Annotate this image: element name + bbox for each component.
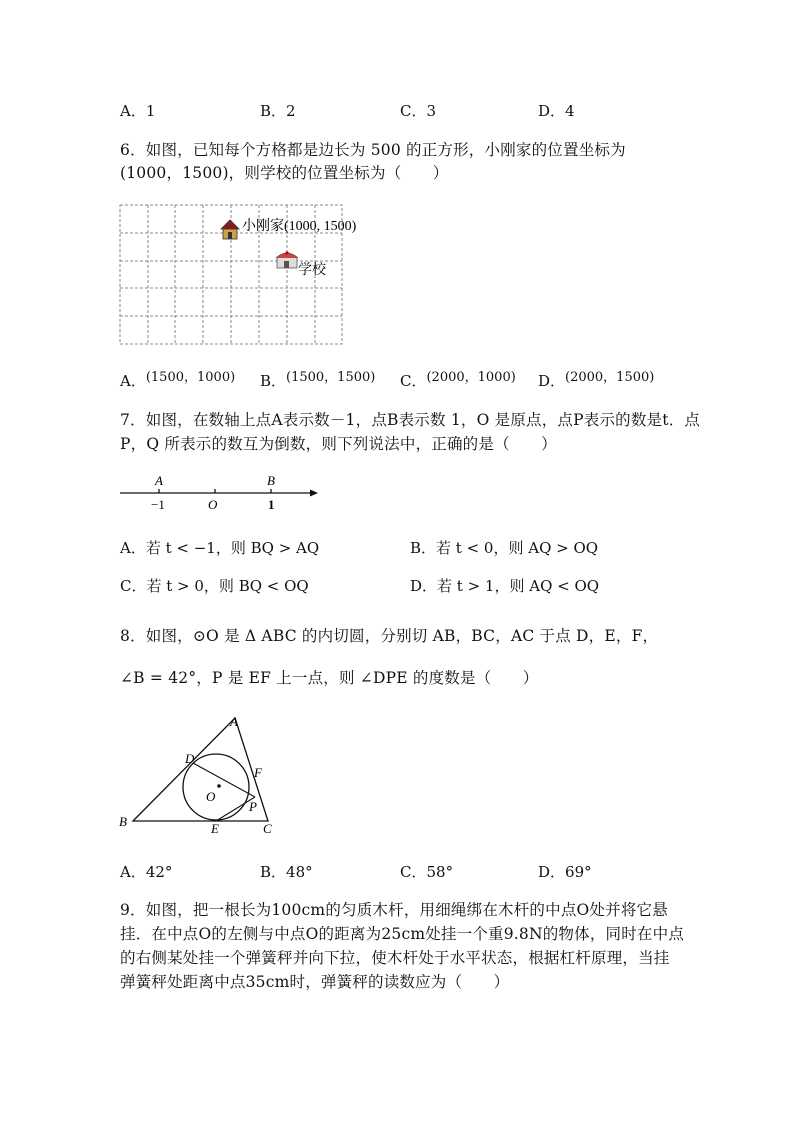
q7-option-b[interactable]: B．若 t < 0，则 AQ > OQ bbox=[410, 539, 599, 557]
label-e: E bbox=[211, 821, 219, 836]
q7-option-a[interactable]: A．若 t < −1，则 BQ > AQ bbox=[120, 539, 320, 557]
q9-text-line3: 的右侧某处挂一个弹簧秤并向下拉，使木杆处于水平状态，根据杠杆原理，当挂 bbox=[120, 949, 670, 967]
label-o: O bbox=[206, 789, 216, 804]
q9-text-line1: 9．如图，把一根长为100cm的匀质木杆，用细绳绑在木杆的中点O处并将它悬 bbox=[120, 901, 668, 919]
q7-text-line2: P，Q 所表示的数互为倒数，则下列说法中，正确的是（ ） bbox=[120, 435, 557, 453]
q6-option-d[interactable]: D．(2000，1500) bbox=[538, 370, 655, 390]
triangle-abc bbox=[133, 718, 268, 821]
q8-option-b[interactable]: B．48° bbox=[260, 863, 313, 881]
label-c: C bbox=[263, 821, 272, 836]
label-a: A bbox=[230, 714, 238, 729]
label-f: F bbox=[254, 765, 262, 780]
point-b-label: B bbox=[267, 473, 275, 488]
tick-neg1-label: −1 bbox=[151, 497, 165, 512]
q7-option-d[interactable]: D．若 t > 1，则 AQ < OQ bbox=[410, 577, 600, 595]
q6-grid-figure bbox=[118, 202, 378, 348]
label-b: B bbox=[119, 814, 127, 829]
q9-text-line2: 挂．在中点O的左侧与中点O的距离为25cm处挂一个重9.8N的物体，同时在中点 bbox=[120, 925, 685, 943]
q6-option-a[interactable]: A．(1500，1000) bbox=[120, 370, 236, 390]
q8-text-line2: ∠B = 42°，P 是 EF 上一点，则 ∠DPE 的度数是（ ） bbox=[120, 669, 539, 687]
q5-option-d[interactable]: D．4 bbox=[538, 102, 575, 120]
center-dot bbox=[217, 784, 221, 788]
q6-text-line1: 6．如图，已知每个方格都是边长为 500 的正方形，小刚家的位置坐标为 bbox=[120, 141, 626, 159]
q8-text-line1: 8．如图，⊙O 是 Δ ABC 的内切圆，分别切 AB，BC，AC 于点 D，E，F， bbox=[120, 627, 659, 645]
home-label: 小刚家(1000, 1500) bbox=[242, 219, 357, 234]
q5-option-a[interactable]: A．1 bbox=[120, 102, 156, 120]
axis-arrow-icon bbox=[310, 490, 318, 497]
tick-1-label: 1 bbox=[268, 497, 275, 512]
q6-option-b[interactable]: B．(1500，1500) bbox=[260, 370, 376, 390]
q8-incircle-figure bbox=[116, 712, 286, 838]
home-icon bbox=[221, 220, 239, 239]
q8-option-d[interactable]: D．69° bbox=[538, 863, 592, 881]
q7-number-line bbox=[118, 470, 328, 516]
q8-option-a[interactable]: A．42° bbox=[120, 863, 173, 881]
q6-text-line2: (1000，1500)，则学校的位置坐标为（ ） bbox=[120, 164, 449, 182]
q9-text-line4: 弹簧秤处距离中点35cm时，弹簧秤的读数应为（ ） bbox=[120, 973, 510, 991]
q7-text-line1: 7．如图，在数轴上点A表示数－1，点B表示数 1，O 是原点，点P表示的数是t．点 bbox=[120, 411, 701, 429]
school-label: 学校 bbox=[298, 263, 326, 278]
q7-option-c[interactable]: C．若 t > 0，则 BQ < OQ bbox=[120, 577, 309, 595]
label-p: P bbox=[249, 799, 257, 814]
point-a-label: A bbox=[155, 473, 163, 488]
q5-option-c[interactable]: C．3 bbox=[400, 102, 437, 120]
q6-option-c[interactable]: C．(2000，1000) bbox=[400, 370, 516, 390]
school-icon bbox=[276, 251, 298, 268]
origin-label: O bbox=[208, 497, 218, 512]
label-d: D bbox=[185, 751, 195, 766]
q8-option-c[interactable]: C．58° bbox=[400, 863, 454, 881]
segment-dp bbox=[193, 763, 255, 797]
q5-option-b[interactable]: B．2 bbox=[260, 102, 296, 120]
